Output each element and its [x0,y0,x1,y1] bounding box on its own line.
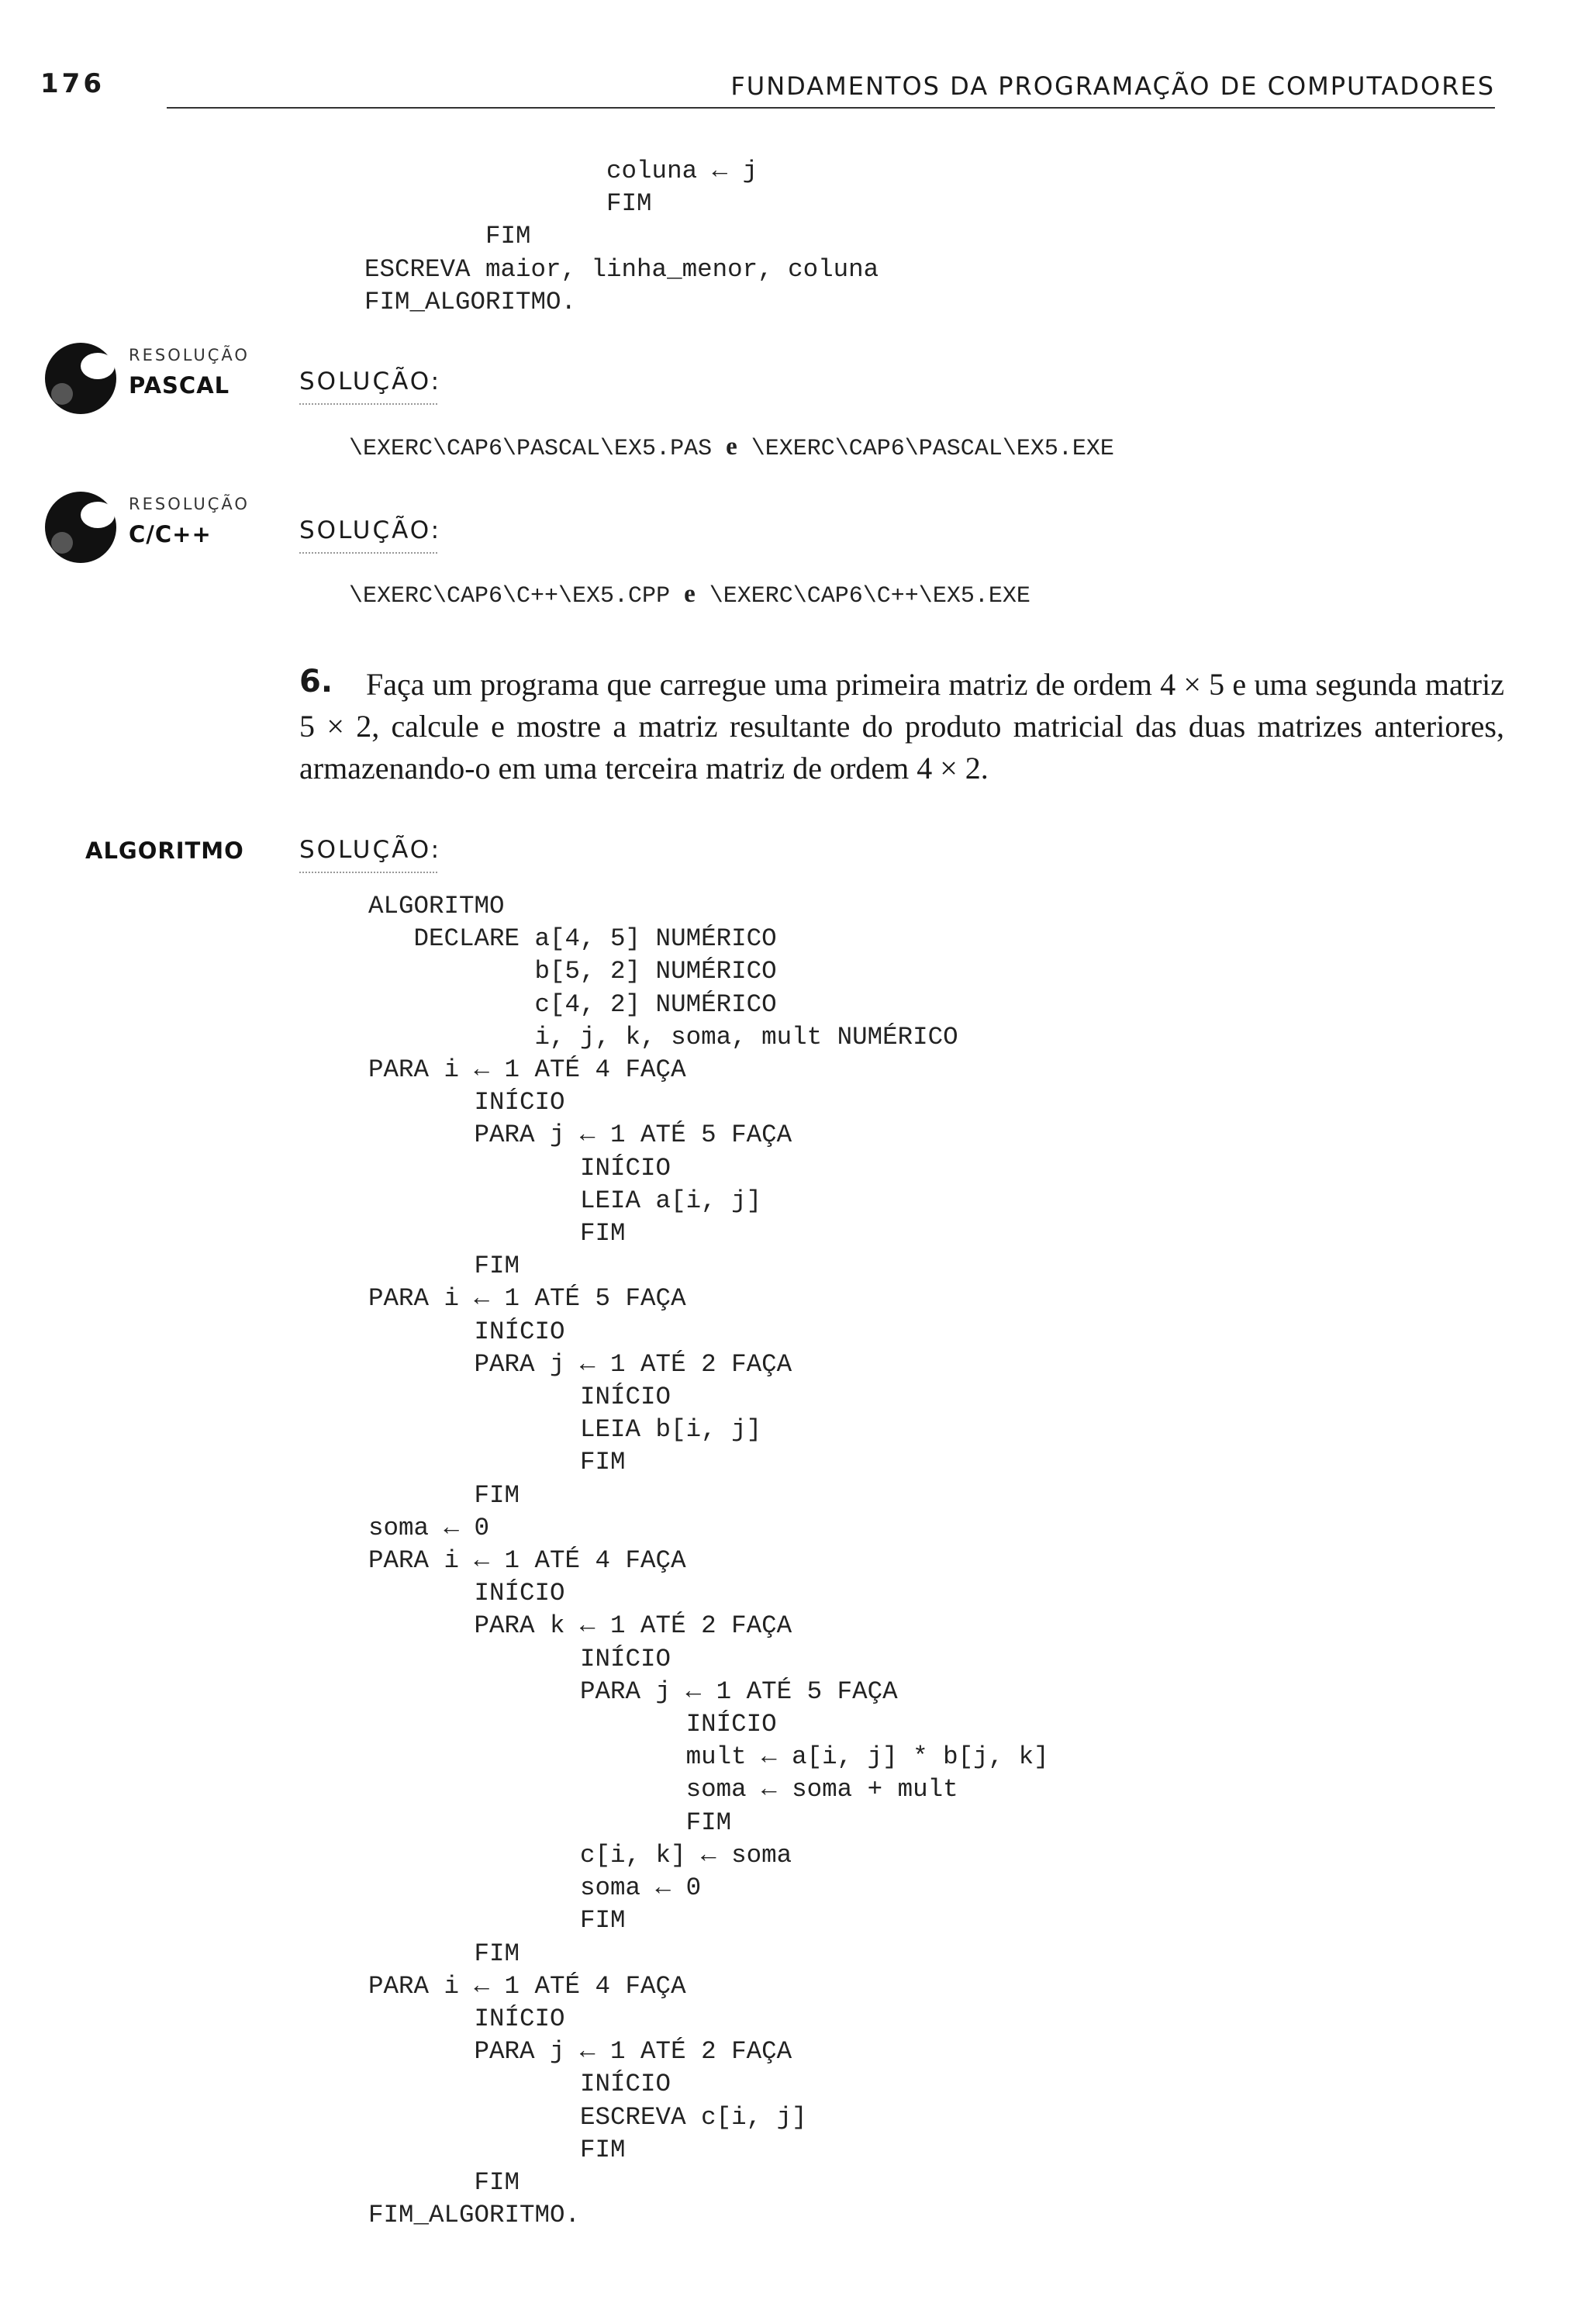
code-line: coluna ← j [364,157,758,185]
badge-resolution-label: RESOLUÇÃO [129,495,250,513]
solution-underline [299,552,437,554]
code-line: INÍCIO [368,1317,565,1346]
solution-underline [299,403,437,405]
code-line: FIM [368,1906,626,1936]
code-line: INÍCIO [368,1579,565,1608]
code-line: c[4, 2] NUMÉRICO [368,989,777,1019]
code-line: INÍCIO [368,1710,777,1739]
code-line: FIM [368,1252,520,1281]
code-line: FIM [368,1939,520,1968]
code-line: PARA j ← 1 ATÉ 2 FAÇA [368,2037,792,2067]
code-line: ESCREVA c[i, j] [368,2102,807,2132]
code-line: LEIA a[i, j] [368,1186,762,1215]
code-line: LEIA b[i, j] [368,1415,762,1445]
badge-resolution-label: RESOLUÇÃO [129,346,250,364]
code-line: c[i, k] ← soma [368,1840,792,1870]
running-title: FUNDAMENTOS DA PROGRAMAÇÃO DE COMPUTADORES [730,71,1495,101]
cpp-source-file: \EXERC\CAP6\C++\EX5.CPP [349,583,671,609]
badge-algoritmo-title: ALGORITMO [85,837,244,864]
solution-label: SOLUÇÃO: [299,368,442,395]
cpp-file-paths [349,580,1030,609]
page-number: 176 [40,68,105,99]
code-line: INÍCIO [368,1153,671,1183]
code-line: FIM [368,1219,626,1248]
solution-underline [299,872,437,873]
code-line: FIM [368,2135,626,2164]
code-line: ALGORITMO [368,892,505,920]
code-block-continuation [364,155,879,319]
exercise-statement [299,664,1504,789]
code-line: PARA i ← 1 ATÉ 5 FAÇA [368,1284,686,1314]
code-line: b[5, 2] NUMÉRICO [368,957,777,986]
code-line: FIM [368,1480,520,1510]
code-line: PARA k ← 1 ATÉ 2 FAÇA [368,1611,792,1641]
code-line: INÍCIO [368,1383,671,1412]
badge-pascal-title: PASCAL [129,372,230,399]
disc-icon [40,489,126,566]
code-line: INÍCIO [368,1644,671,1673]
cpp-badge [40,487,250,572]
pascal-exe-file: \EXERC\CAP6\PASCAL\EX5.EXE [751,436,1114,462]
solution-heading-pascal [299,368,441,395]
code-line: soma ← 0 [368,1513,490,1542]
code-line: INÍCIO [368,2070,671,2099]
code-line: PARA j ← 1 ATÉ 5 FAÇA [368,1677,898,1706]
disc-icon [40,340,126,417]
cpp-exe-file: \EXERC\CAP6\C++\EX5.EXE [709,583,1030,609]
header-rule [167,107,1495,109]
code-line: PARA i ← 1 ATÉ 4 FAÇA [368,1546,686,1576]
conjunction: e [684,580,696,608]
code-line: FIM_ALGORITMO. [364,287,577,316]
code-line: PARA i ← 1 ATÉ 4 FAÇA [368,1971,686,2001]
exercise-number: 6. [299,664,333,699]
code-line: FIM [368,1448,626,1477]
code-line: PARA j ← 1 ATÉ 2 FAÇA [368,1349,792,1379]
solution-label: SOLUÇÃO: [299,836,442,864]
code-line: i, j, k, soma, mult NUMÉRICO [368,1022,958,1051]
code-line: FIM [364,189,652,219]
conjunction: e [726,433,737,461]
code-line: FIM_ALGORITMO. [368,2201,581,2230]
code-line: DECLARE a[4, 5] NUMÉRICO [368,924,777,954]
solution-heading-cpp [299,516,441,544]
pascal-badge [40,338,250,423]
code-line: soma ← 0 [368,1873,702,1903]
pascal-source-file: \EXERC\CAP6\PASCAL\EX5.PAS [349,436,713,462]
code-line: mult ← a[i, j] * b[j, k] [368,1742,1049,1772]
exercise-text: Faça um programa que carregue uma primeira matriz de ordem 4 × 5 e uma segunda matriz 5 × 2, calcule e mostre a matriz resultante do produto matricial das duas matrizes anteriores, armazenando-o em uma terceira matriz de ordem 4 × 2. [299,667,1504,786]
code-line: FIM [368,1808,732,1837]
code-line: FIM [364,222,531,251]
solution-heading-algoritmo [299,836,441,864]
pascal-file-paths [349,433,1114,462]
badge-cpp-title: C/C++ [129,521,212,547]
solution-label: SOLUÇÃO: [299,516,442,544]
code-line: soma ← soma + mult [368,1775,958,1804]
code-line: PARA i ← 1 ATÉ 4 FAÇA [368,1055,686,1085]
code-line: ESCREVA maior, linha_menor, coluna [364,254,879,284]
code-line: PARA j ← 1 ATÉ 5 FAÇA [368,1121,792,1150]
algorithm-code-block [368,890,1049,2232]
code-line: FIM [368,2167,520,2197]
code-line: INÍCIO [368,2004,565,2033]
code-line: INÍCIO [368,1088,565,1117]
